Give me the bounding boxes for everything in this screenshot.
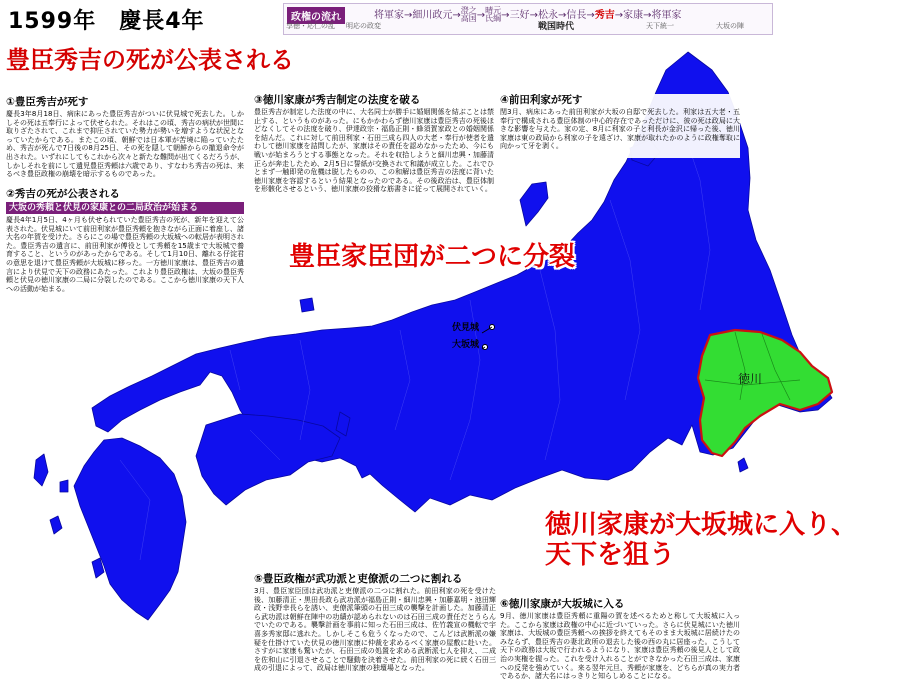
sengoku-period-label: 戦国時代 — [538, 22, 575, 32]
noto-peninsula — [520, 182, 548, 226]
ruler-hideyoshi-current: 秀吉 — [594, 10, 615, 21]
timeline-rulers: 将軍家→細川政元→澄之 高国→晴元 氏綱→三好→松永→信長→秀吉→家康→将軍家 — [374, 6, 682, 23]
section-1-body: 慶長3年8月18日、病床にあった豊臣秀吉がついに伏見城で死去した。しかしその死は五奉行によって伏せられた。それはこの頃、秀吉の病状が世間に取りざたされて、これまで抑圧されていた勢力が勢いを増すような状況となっていたからである。またこの頃、朝鮮では日本軍が苦境に陥っていたため、秀吉が死んで7日後の8月25日、その死を隠して朝鮮からの撤退命令が出された。いずれにしてもこれから次々と新たな難問が出てくるだろうが、しかしそれを前にして遺児豊臣秀頼は六歳であり、すなわち秀吉の死は、来るべき豊臣政権の崩壊を暗示するものであった。 — [6, 110, 244, 179]
goto-islands — [50, 516, 62, 534]
tsushima-island — [34, 454, 48, 486]
kyushu-landmass — [74, 438, 186, 620]
ruler-shogun-final: 将軍家 — [651, 10, 682, 21]
ruler-ieyasu: 家康 — [623, 10, 644, 21]
ruler-miyoshi: 三好 — [509, 10, 530, 21]
ruler-sumiyuki-takakuni: 澄之 高国 — [460, 6, 477, 23]
year-title — [8, 4, 205, 35]
tokugawa-territory-label: 徳川 — [738, 372, 763, 386]
year: 1599年 — [8, 9, 97, 34]
era: 慶長4年 — [119, 9, 205, 34]
timeline-label: 政権の流れ — [287, 7, 345, 24]
section-2-title: ②秀吉の死が公表される — [6, 188, 120, 200]
section-5-title: ⑤豊臣政権が武功派と吏僚派の二つに割れる — [254, 573, 463, 585]
section-4-body: 閏3月、病床にあった前田利家が大坂の自邸で死去した。利家は五大老・五奉行で構成される豊臣体制の中心的存在であっただけに、彼の死は政局に大きな影響を与えた。家の定、8月に利家の子と利長が金沢に帰った後、徳川家康は東の政局から利家の子を遠ざけ、家康が取れたかのように政権奪取に向かって牙を剥く。 — [500, 108, 740, 151]
section-3-law-broken — [254, 94, 494, 198]
section-5-body: 3月、豊臣家臣団は武功派と吏僚派の二つに割れた。前田利家の死を受けた後、加藤清正・黒田長政ら武功派が福島正則・細川忠興・加藤嘉明・池田輝政・浅野幸長らを誘い、吏僚派筆頭の石田三成の襲撃を計画した。加藤清正ら武功派は朝鮮在陣中の功績が認められないのは石田三成の責任だとうらんでいたのである。襲撃計画を事前に知った石田三成は、佐竹義宣の機転で宇喜多秀家邸に逃れた。しかしそこも危うくなったので、こんどは武断派の嫌疑を仕掛けていた伏見の徳川家康に仲裁を求めるべく家康の屋敷に赴いた。さすがに家康も驚いたが、石田三成の処置を求める武断派七人を抑え、二成を佐和山に引退させることで騒動を決着させた。前田利家の死に続く石田三成の引退によって、政局は徳川家康の独壇場となった。 — [254, 587, 496, 673]
ruler-nobunaga: 信長 — [566, 10, 587, 21]
ruler-harumoto-ujitsuna: 晴元 氏綱 — [485, 6, 502, 23]
section-4-title: ④前田利家が死す — [500, 94, 583, 106]
section-1-hideyoshi-death — [6, 96, 244, 182]
ruler-matsunaga: 松永 — [537, 10, 558, 21]
ruler-hosokawa: 細川政元 — [412, 10, 453, 21]
regime-timeline — [283, 3, 773, 35]
section-6-title: ⑥徳川家康が大坂城に入る — [500, 598, 625, 610]
main-headline: 豊臣秀吉の死が公表される — [6, 46, 294, 74]
section-2-body: 慶長4年1月5日、4ヶ月も伏せられていた豊臣秀吉の死が、新年を迎えて公表された。伏見城にいて前田利家が豊臣秀頼を抱きながら正面に着座し、諸大名の年賀を受けた。さらにこの場で豊臣秀頼の大坂城への転居が表明された。豊臣秀吉の遺言に、前田利家が傅役として秀頼を15歳まで大坂城で養育すること、というのがあったからである。そして1月10日、離れる仔淀君の意思を退けて豊臣秀頼が大坂城に移った。一方徳川家康は、豊臣秀吉の遺言により伏見で天下の政務にあたった。これより豊臣政権は、大坂の豊臣秀頼と伏見の徳川家康の二局に分裂したのである。ここから徳川家康の天下人への活動が始まる。 — [6, 216, 244, 293]
tokugawa-headline-line-1: 徳川家康が大坂城に入り、 — [545, 510, 858, 540]
section-1-title: ①豊臣秀吉が死す — [6, 96, 89, 108]
fushimi-castle-label: 伏見城 — [452, 323, 480, 333]
event-unification: 天下統一 — [646, 22, 674, 30]
event-kyotoku-onin: 享徳・応仁の乱 — [286, 22, 335, 30]
osaka-castle-label: 大坂城 — [452, 340, 480, 350]
section-5-faction-split — [254, 573, 496, 685]
tokugawa-domain — [698, 330, 832, 456]
section-4-toshiie-death — [500, 94, 740, 158]
tokugawa-headline — [545, 510, 857, 570]
retainer-split-label: 豊臣家臣団が二つに分裂 — [289, 242, 576, 272]
section-6-ieyasu-enters-osaka — [500, 598, 740, 685]
event-osaka-siege: 大坂の陣 — [716, 22, 744, 30]
section-2-banner: 大坂の秀頼と伏見の家康との二局政治が始まる — [6, 202, 244, 214]
event-meio-coup: 明応の政変 — [346, 22, 381, 30]
shikoku-landmass — [196, 414, 340, 505]
section-6-body: 9月、徳川家康は豊臣秀頼に重陽の賀を述べるためと称して大坂城に入った。ここから家康は政権の中心に近づいていった。さらに伏見城にいた徳川家康は、大坂城の豊臣秀頼への挨拶を終えてもそのまま大坂城に居続けたのみならず、豊臣秀吉の妻北政所の退去した後の西の丸に居座った。こうして天下の政務は大坂で行われるようになり、家康は豊臣秀頼の後見人として政治の実権を握った。これを受け入れることができなかった石田三成は、家康への反発を強めていく。来る翌年元旦、秀頼が家康を、どちらが真の実力者であるか、諸大名にはっきりと知らしめることになる。 — [500, 612, 740, 681]
section-2-death-announced — [6, 188, 244, 300]
ruler-shogun: 将軍家 — [374, 10, 404, 21]
oki-islands — [300, 298, 314, 312]
section-3-title: ③徳川家康が秀吉制定の法度を破る — [254, 94, 421, 106]
section-3-body: 豊臣秀吉が制定した法度の中に、大名同士が勝手に婚姻関係を結ぶことは禁止する、というものがあった。にもかかわらず徳川家康は豊臣秀吉の死後ほどなくしてその法度を破り、伊達政宗・福島正則・蜂須賀家政との婚姻関係を結んだ。これに対して前田利家・石田三成ら四人の大老・奉行が使者を遣わして徳川家康を詰問したが、家康はその責任を認めなかったため、今にも戦いが始まろうとする事態となった。それを収拾しようと細川忠興・加藤清正らが奔走したため、2月5日に誓紙が交換されて和議が成立した。これでひとまず一触即発の危機は脱したものの、この和解は豊臣秀吉の法度に背いた徳川家康を容認するという結果となったのである。その後政治は、豊臣体制を形骸化させるという、徳川家康の狡猾な筋書きに従って展開されていく。 — [254, 108, 494, 194]
izu-oshima — [738, 458, 748, 472]
iki-island — [60, 480, 68, 492]
tokugawa-headline-line-2: 天下を狙う — [545, 540, 676, 570]
